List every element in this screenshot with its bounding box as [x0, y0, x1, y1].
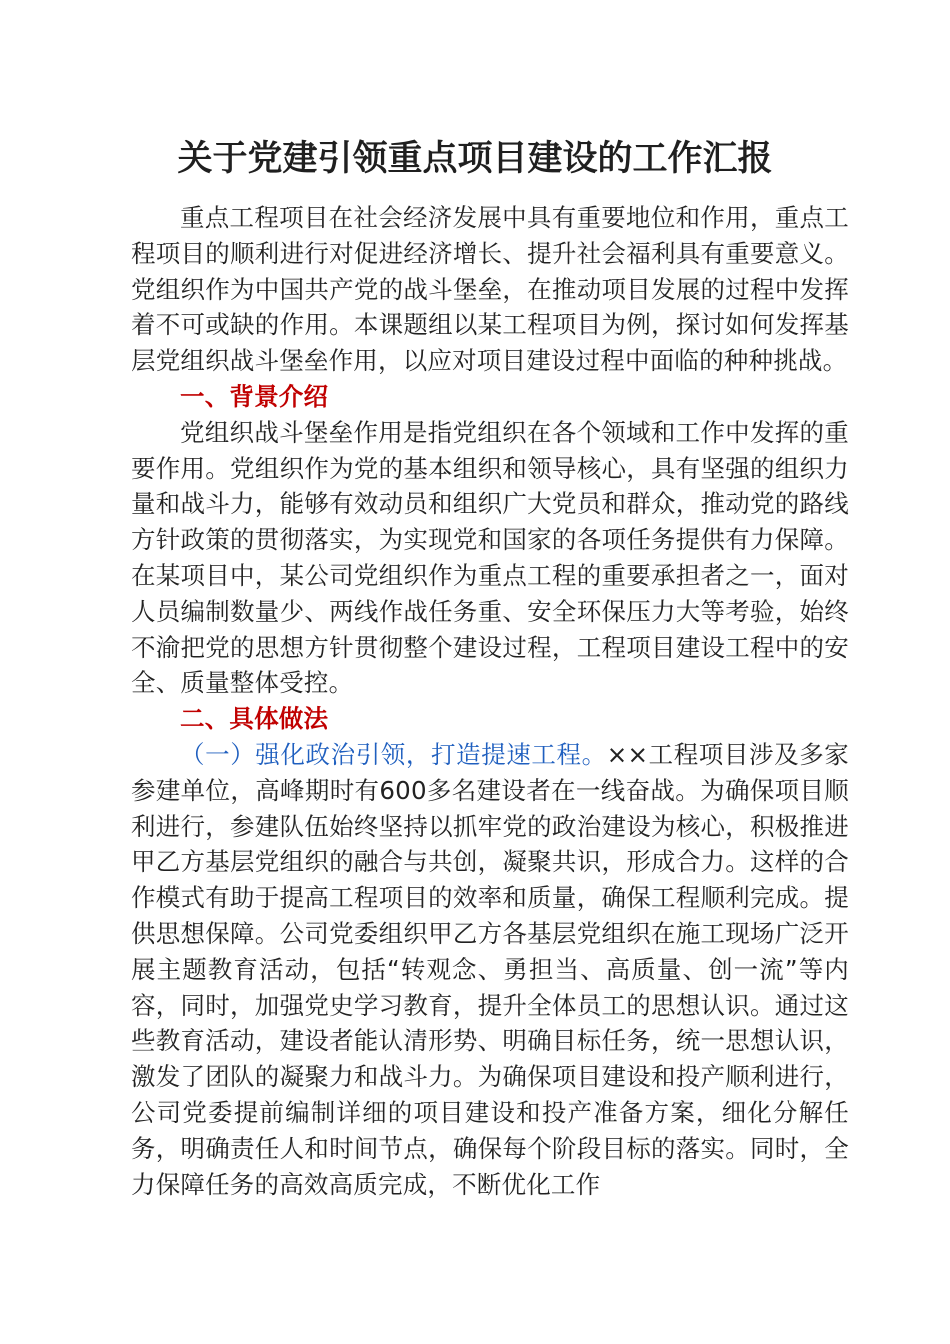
document-body: [131, 200, 849, 1202]
intro-paragraph: 重点工程项目在社会经济发展中具有重要地位和作用，重点工程项目的顺利进行对促进经济增长、提升社会福利具有重要意义。党组织作为中国共产党的战斗堡垒，在推动项目发展的过程中发挥着不可或缺的作用。本课题组以某工程项目为例，探讨如何发挥基层党组织战斗堡垒作用，以应对项目建设过程中面临的种种挑战。: [131, 203, 849, 376]
section-heading-practices: 二、具体做法: [180, 704, 329, 734]
section-heading-background: 一、背景介绍: [180, 381, 329, 411]
practices-paragraph: [131, 737, 849, 1202]
practices-paragraph-text: ××工程项目涉及多家参建单位，高峰期时有600多名建设者在一线奋战。为确保项目顺利进行，参建队伍始终坚持以抓牢党的政治建设为核心，积极推进甲乙方基层党组织的融合与共创，凝聚共识，形成合力。这样的合作模式有助于提高工程项目的效率和质量，确保工程顺利完成。提供思想保障。公司党委组织甲乙方各基层党组织在施工现场广泛开展主题教育活动，包括“转观念、勇担当、高质量、创一流”等内容，同时，加强党史学习教育，提升全体员工的思想认识。通过这些教育活动，建设者能认清形势、明确目标任务，统一思想认识，激发了团队的凝聚力和战斗力。为确保项目建设和投产顺利进行，公司党委提前编制详细的项目建设和投产准备方案，细化分解任务，明确责任人和时间节点，确保每个阶段目标的落实。同时，全力保障任务的高效高质完成，不断优化工作: [131, 739, 850, 1199]
background-paragraph: 党组织战斗堡垒作用是指党组织在各个领域和工作中发挥的重要作用。党组织作为党的基本组织和领导核心，具有坚强的组织力量和战斗力，能够有效动员和组织广大党员和群众，推动党的路线方针政策的贯彻落实，为实现党和国家的各项任务提供有力保障。在某项目中，某公司党组织作为重点工程的重要承担者之一，面对人员编制数量少、两线作战任务重、安全环保压力大等考验，始终不渝把党的思想方针贯彻整个建设过程，工程项目建设工程中的安全、质量整体受控。: [131, 417, 849, 698]
subsection-heading-political-leadership: （一）强化政治引领，打造提速工程。: [180, 739, 607, 769]
document-title: 关于党建引领重点项目建设的工作汇报: [177, 139, 773, 179]
